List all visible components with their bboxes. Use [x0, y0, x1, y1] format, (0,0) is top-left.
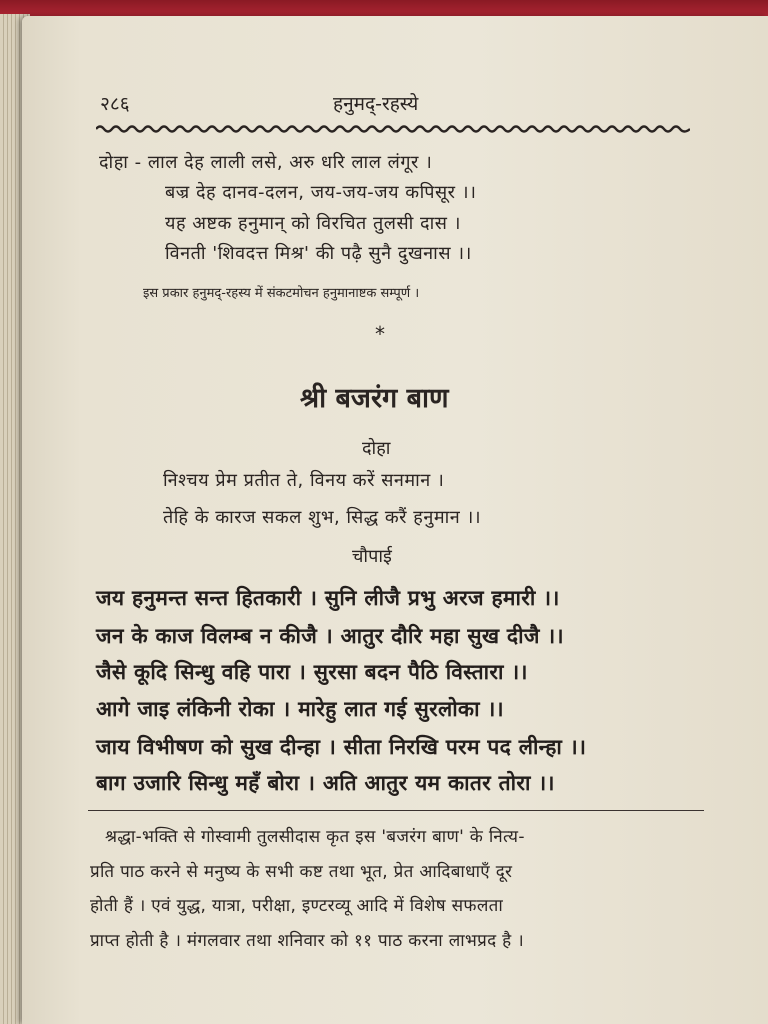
chaupai-line: जैसे कूदि सिन्धु वहि पारा । सुरसा बदन पैठि विस्तारा ।।: [96, 660, 528, 684]
chaupai-line: बाग उजारि सिन्धु महँ बोरा । अति आतुर यम कातर तोरा ।।: [96, 771, 555, 795]
footer-divider: [88, 810, 704, 811]
doha-line: दोहा - लाल देह लाली लसे, अरु धरि लाल लंगूर ।: [99, 152, 433, 173]
page-number: २८६: [100, 93, 130, 115]
chaupai-subheading: चौपाई: [352, 546, 392, 567]
asterism-ornament: *: [375, 322, 385, 346]
doha-line: विनती 'शिवदत्त मिश्र' की पढ़ै सुनै दुखनास ।।: [165, 243, 472, 264]
footer-note-line: प्रति पाठ करने से मनुष्य के सभी कष्ट तथा भूत, प्रेत आदिबाधाएँ दूर: [90, 862, 513, 882]
chaupai-line: आगे जाइ लंकिनी रोका । मारेहु लात गई सुरलोका ।।: [96, 697, 504, 721]
footer-note-line: प्राप्त होती है । मंगलवार तथा शनिवार को ११ पाठ करना लाभप्रद है ।: [90, 931, 524, 951]
doha-line: यह अष्टक हनुमान् को विरचित तुलसी दास ।: [165, 213, 461, 234]
running-title: हनुमद्-रहस्ये: [333, 93, 419, 115]
doha-line: बज्र देह दानव-दलन, जय-जय-जय कपिसूर ।।: [165, 182, 477, 203]
section-heading: श्री बजरंग बाण: [300, 383, 449, 414]
chaupai-line: जय हनुमन्त सन्त हितकारी । सुनि लीजै प्रभु अरज हमारी ।।: [96, 586, 560, 610]
footer-note-line: होती हैं । एवं युद्ध, यात्रा, परीक्षा, इण्टरव्यू आदि में विशेष सफलता: [90, 896, 504, 916]
chaupai-line: जन के काज विलम्ब न कीजै । आतुर दौरि महा सुख दीजै ।।: [96, 624, 564, 648]
completion-note: इस प्रकार हनुमद्-रहस्य में संकटमोचन हनुमानाष्टक सम्पूर्ण ।: [143, 286, 420, 301]
couplet-line: निश्चय प्रेम प्रतीत ते, विनय करें सनमान ।: [163, 470, 445, 491]
wavy-rule-divider: [96, 123, 690, 135]
footer-note-line: श्रद्धा-भक्ति से गोस्वामी तुलसीदास कृत इस 'बजरंग बाण' के नित्य-: [105, 827, 525, 847]
doha-subheading: दोहा: [362, 438, 391, 459]
couplet-line: तेहि के कारज सकल शुभ, सिद्ध करैं हनुमान ।।: [163, 507, 482, 528]
chaupai-line: जाय विभीषण को सुख दीन्हा । सीता निरखि परम पद लीन्हा ।।: [96, 735, 587, 759]
